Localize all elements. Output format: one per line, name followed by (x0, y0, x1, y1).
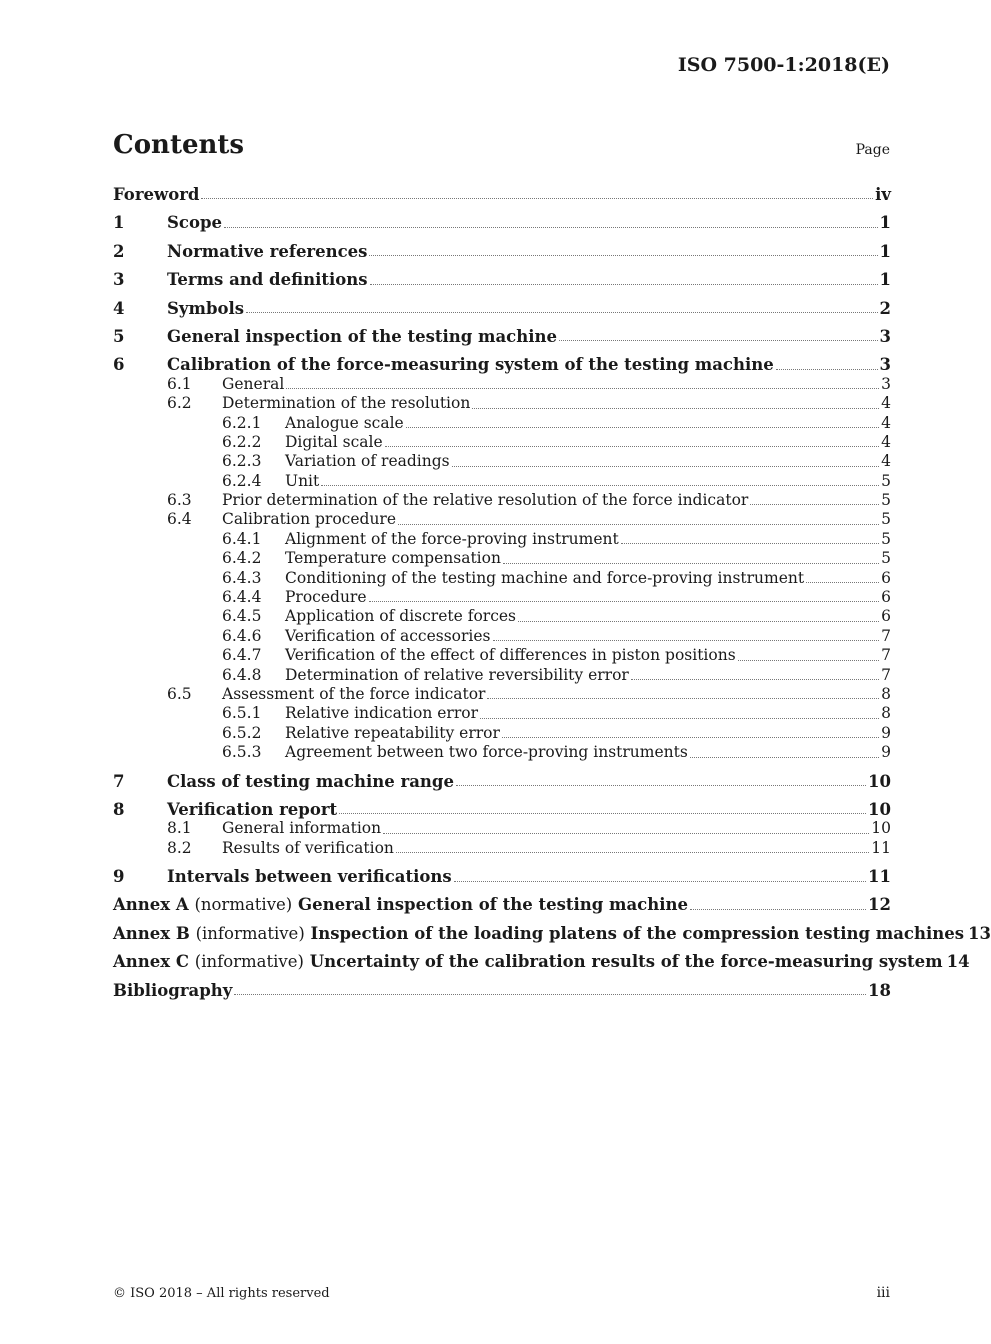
toc-entry-title (113, 952, 943, 971)
footer-page-number: iii (876, 1285, 890, 1301)
document-id: ISO 7500-1:2018(E) (677, 54, 890, 76)
toc-entry-title-line (222, 510, 891, 529)
toc-entry-page: 4 (881, 432, 891, 451)
dot-leader (559, 339, 878, 341)
toc-entry[interactable] (113, 491, 891, 510)
toc-entry-page: 7 (881, 626, 891, 645)
dot-leader (503, 562, 879, 564)
annex-title: General inspection of the testing machine (298, 895, 688, 915)
toc-entry-number: 9 (113, 867, 125, 887)
toc-entry-title-line (285, 607, 891, 626)
toc-entry-title-text: General inspection of the testing machine (167, 326, 557, 346)
toc-entry-title (222, 510, 396, 529)
toc-entry-page: 13 (968, 923, 991, 943)
toc-entry-title-line (285, 704, 891, 723)
toc-entry-title (222, 839, 394, 858)
toc-entry-title (285, 588, 367, 607)
toc-entry-title-line (285, 666, 891, 685)
dot-leader (406, 426, 879, 428)
toc-entry[interactable] (113, 452, 891, 471)
toc-entry-title-text: Assessment of the force indicator (222, 684, 486, 703)
toc-entry-title (222, 394, 470, 413)
dot-leader (369, 254, 877, 256)
dot-leader (286, 387, 879, 389)
toc-entry[interactable] (113, 213, 891, 232)
toc-entry-page: 12 (868, 895, 891, 915)
toc-entry-number: 6.4.8 (222, 665, 262, 684)
toc-entry[interactable] (113, 646, 891, 665)
toc-entry-title (167, 299, 244, 318)
toc-entry[interactable] (113, 299, 891, 318)
toc-entry-title-text: Temperature compensation (285, 549, 501, 568)
toc-entry-page: 7 (881, 665, 891, 684)
toc-entry[interactable] (113, 375, 891, 394)
toc-entry-page: 4 (881, 413, 891, 432)
toc-entry[interactable] (113, 185, 891, 204)
toc-entry-page: 4 (881, 394, 891, 413)
annex-type: (informative) (195, 923, 305, 943)
toc-entry-title (167, 213, 222, 232)
toc-entry-number: 4 (113, 298, 125, 318)
toc-entry-title-line (285, 743, 891, 762)
toc-entry-title (285, 433, 383, 452)
toc-entry-page: 3 (881, 374, 891, 393)
toc-entry[interactable] (113, 588, 891, 607)
dot-leader (339, 812, 866, 814)
toc-entry-title-text: Normative references (167, 241, 368, 261)
toc-entry-number: 3 (113, 270, 125, 290)
toc-entry-title-text: Analogue scale (285, 413, 404, 432)
toc-entry-page: 1 (879, 270, 891, 290)
toc-entry-title-text: Relative repeatability error (285, 723, 500, 742)
toc-entry-page: 9 (881, 723, 891, 742)
toc-entry[interactable] (113, 355, 891, 374)
toc-entry-number: 6 (113, 355, 125, 375)
toc-entry-number: 1 (113, 213, 125, 233)
toc-entry-title-line (285, 627, 891, 646)
annex-title: Uncertainty of the calibration results of the force-measuring system (309, 952, 943, 972)
toc-entry-title (285, 472, 319, 491)
toc-entry-title-line (167, 327, 891, 346)
dot-leader (631, 678, 879, 680)
annex-type: (normative) (194, 895, 293, 915)
toc-entry-title-line (285, 549, 891, 568)
toc-entry-page: 5 (881, 491, 891, 510)
toc-entry[interactable] (113, 819, 891, 838)
toc-entry-page: 5 (881, 471, 891, 490)
toc-entry[interactable] (113, 607, 891, 626)
dot-leader (454, 880, 866, 882)
dot-leader (690, 908, 866, 910)
footer-copyright: © ISO 2018 – All rights reserved (113, 1286, 330, 1301)
toc-entry[interactable] (113, 242, 891, 261)
toc-entry-title-text: Digital scale (285, 432, 383, 451)
toc-entry-page: 1 (879, 213, 891, 233)
dot-leader (383, 832, 869, 834)
toc-entry-page: 9 (881, 743, 891, 762)
toc-entry-title-line (113, 952, 970, 972)
toc-entry-title-text: Intervals between verifications (167, 867, 452, 887)
toc-entry-page: 4 (881, 452, 891, 471)
toc-entry[interactable] (113, 530, 891, 549)
toc-entry-number: 6.2 (167, 394, 192, 413)
dot-leader (750, 503, 879, 505)
toc-entry-page: 10 (871, 819, 891, 838)
toc-entry-title-line (167, 355, 891, 374)
dot-leader (480, 717, 879, 719)
toc-entry-title-text: Verification of accessories (285, 626, 491, 645)
toc-entry-title (285, 414, 404, 433)
toc-entry[interactable] (113, 772, 891, 791)
annex-type: (informative) (194, 952, 304, 972)
toc-entry-page: 14 (946, 952, 970, 972)
toc-entry-title-line (222, 685, 891, 704)
toc-entry-page: 8 (881, 704, 891, 723)
toc-entry-title-line (285, 588, 891, 607)
toc-entry-title-line (285, 569, 891, 588)
toc-entry-page: 18 (868, 980, 891, 1000)
toc-entry-number: 6.4.4 (222, 588, 262, 607)
toc-entry[interactable] (113, 666, 891, 685)
dot-leader (385, 445, 880, 447)
toc-entry-page: 3 (879, 355, 891, 375)
annex-title: Inspection of the loading platens of the compression testing machines (310, 923, 964, 943)
toc-entry[interactable] (113, 549, 891, 568)
toc-entry-title (285, 646, 736, 665)
toc-entry-number: 8 (113, 799, 125, 819)
dot-leader (452, 465, 880, 467)
toc-entry-title (285, 530, 619, 549)
toc-entry-title (285, 607, 516, 626)
toc-entry-title-text: Variation of readings (285, 452, 450, 471)
toc-entry-title-line (222, 394, 891, 413)
toc-entry[interactable] (113, 270, 891, 289)
toc-entry-number: 6.4.3 (222, 568, 262, 587)
toc-entry-title-text: Conditioning of the testing machine and force-proving instrument (285, 568, 805, 587)
toc-entry-title-line (167, 270, 891, 289)
toc-entry-title-line (113, 923, 991, 943)
toc-entry-title (285, 724, 500, 743)
toc-entry-number: 6.2.4 (222, 471, 262, 490)
toc-entry-page: 6 (881, 588, 891, 607)
toc-entry[interactable] (113, 923, 991, 943)
dot-leader (396, 851, 869, 853)
toc-entry-number: 6.5.1 (222, 704, 262, 723)
toc-entry-title-text: Relative indication error (285, 704, 478, 723)
dot-leader (369, 600, 880, 602)
toc-entry-title-text: Foreword (113, 184, 200, 204)
toc-entry-title-line (285, 452, 891, 471)
toc-entry[interactable] (113, 685, 891, 704)
toc-entry-title-line (167, 772, 891, 791)
toc-entry-title (222, 375, 284, 394)
toc-entry-title-text: Unit (285, 471, 320, 490)
toc-entry[interactable] (113, 414, 891, 433)
toc-entry-title-line (222, 819, 891, 838)
toc-entry-title-line (167, 299, 891, 318)
toc-entry-title (113, 895, 688, 914)
toc-entry-title (167, 800, 337, 819)
toc-entry-title (167, 772, 454, 791)
dot-leader (224, 226, 878, 228)
toc-entry-page: 7 (881, 646, 891, 665)
toc-entry-number: 6.4.5 (222, 607, 262, 626)
toc-entry-title (167, 270, 368, 289)
dot-leader (201, 197, 873, 199)
toc-entry-title (167, 355, 774, 374)
toc-entry[interactable] (113, 472, 891, 491)
toc-entry-title (167, 242, 367, 261)
toc-entry[interactable] (113, 704, 891, 723)
toc-entry-title-text: Scope (167, 213, 223, 233)
toc-entry[interactable] (113, 896, 891, 915)
toc-entry-number: 6.4.2 (222, 549, 262, 568)
toc-entry[interactable] (113, 569, 891, 588)
toc-entry-number: 6.4.7 (222, 646, 262, 665)
toc-entry-number: 6.5 (167, 684, 192, 703)
toc-entry[interactable] (113, 800, 891, 819)
toc-entry-title (167, 327, 557, 346)
toc-entry-title-text: Terms and definitions (167, 270, 368, 290)
toc-entry[interactable] (113, 839, 891, 858)
toc-entry-title (285, 704, 478, 723)
toc-entry-title-line (167, 242, 891, 261)
toc-entry-title (285, 569, 804, 588)
toc-entry-page: 6 (881, 607, 891, 626)
annex-label: Annex C (113, 952, 190, 972)
toc-entry-page: 6 (881, 568, 891, 587)
dot-leader (518, 620, 879, 622)
toc-entry-page: 5 (881, 510, 891, 529)
toc-entry-title (285, 743, 688, 762)
toc-entry[interactable] (113, 433, 891, 452)
toc-entry-number: 8.2 (167, 838, 192, 857)
toc-entry-title-line (113, 185, 891, 204)
toc-entry-number: 6.2.3 (222, 452, 262, 471)
toc-entry-title (222, 819, 381, 838)
toc-entry-page: 1 (879, 241, 891, 261)
toc-entry[interactable] (113, 743, 891, 762)
toc-entry-title-line (222, 375, 891, 394)
toc-entry-number: 6.3 (167, 491, 192, 510)
dot-leader (493, 639, 880, 641)
toc-entry[interactable] (113, 724, 891, 743)
toc-entry-title-line (167, 800, 891, 819)
toc-entry-title-line (285, 472, 891, 491)
toc-entry-title-text: Calibration of the force-measuring system of the testing machine (167, 355, 774, 375)
toc-entry-title (285, 627, 491, 646)
dot-leader (806, 581, 879, 583)
toc-entry-page: 3 (879, 326, 891, 346)
toc-entry-number: 2 (113, 241, 125, 261)
toc-entry-page: 2 (879, 298, 891, 318)
toc-entry-title-text: Determination of relative reversibility error (285, 665, 629, 684)
toc-entry[interactable] (113, 327, 891, 346)
dot-leader (234, 993, 866, 995)
dot-leader (456, 784, 866, 786)
annex-label: Annex A (113, 895, 189, 915)
toc-entry-title-text: Agreement between two force-proving instruments (285, 743, 688, 762)
toc-entry-number: 7 (113, 771, 125, 791)
toc-entry-number: 6.4.6 (222, 626, 262, 645)
toc-entry-title-line (222, 491, 891, 510)
toc-entry[interactable] (113, 394, 891, 413)
toc-entry-title-line (285, 646, 891, 665)
toc-entry-title (285, 666, 629, 685)
toc-entry-page: 11 (871, 838, 891, 857)
toc-entry-title-text: Verification report (167, 799, 338, 819)
toc-entry-number: 5 (113, 326, 125, 346)
toc-entry-title-text: Symbols (167, 298, 245, 318)
toc-entry-title-text: Class of testing machine range (167, 771, 454, 791)
toc-entry[interactable] (113, 952, 970, 972)
toc-entry-page: 8 (881, 684, 891, 703)
toc-entry-number: 6.2.2 (222, 432, 262, 451)
dot-leader (398, 523, 879, 525)
dot-leader (502, 736, 879, 738)
toc-entry-number: 6.2.1 (222, 413, 262, 432)
toc-entry-title-text: Alignment of the force-proving instrument (285, 529, 619, 548)
toc-entry-title-text: Procedure (285, 588, 367, 607)
toc-entry[interactable] (113, 867, 891, 886)
toc-entry-number: 6.4 (167, 510, 192, 529)
toc-entry-title-line (285, 414, 891, 433)
toc-entry-page: iv (875, 184, 891, 204)
dot-leader (487, 697, 879, 699)
toc-entry[interactable] (113, 510, 891, 529)
page-column-label: Page (855, 142, 890, 158)
toc-entry-title (285, 549, 501, 568)
dot-leader (472, 407, 879, 409)
toc-entry-page: 5 (881, 529, 891, 548)
dot-leader (621, 542, 879, 544)
toc-entry-title-text: Calibration procedure (222, 510, 397, 529)
toc-entry-title-line (285, 724, 891, 743)
toc-entry-title (113, 185, 199, 204)
toc-entry-title (222, 685, 485, 704)
toc-entry-title-text: Determination of the resolution (222, 394, 471, 413)
toc-entry-title-line (113, 981, 891, 1000)
toc-entry-page: 5 (881, 549, 891, 568)
dot-leader (738, 659, 879, 661)
toc-entry-title (113, 924, 964, 943)
toc-entry-title-line (285, 530, 891, 549)
toc-entry-title-text: Results of verification (222, 838, 394, 857)
toc-entry-number: 6.5.2 (222, 723, 262, 742)
dot-leader (370, 283, 878, 285)
toc-entry-page: 10 (868, 771, 891, 791)
toc-entry-title (222, 491, 748, 510)
toc-entry-number: 6.5.3 (222, 743, 262, 762)
toc-entry-title (167, 867, 452, 886)
toc-entry-title-line (222, 839, 891, 858)
toc-entry-title-text: Application of discrete forces (285, 607, 517, 626)
toc-entry-title (285, 452, 450, 471)
toc-entry-title (113, 981, 232, 1000)
toc-entry-title-text: General information (222, 819, 382, 838)
toc-entry-page: 11 (868, 867, 891, 887)
dot-leader (246, 311, 877, 313)
table-of-contents (113, 184, 991, 1000)
toc-entry-number: 8.1 (167, 819, 192, 838)
toc-entry-title-text: General (222, 374, 285, 393)
toc-entry-title-text: Prior determination of the relative resolution of the force indicator (222, 491, 749, 510)
toc-entry[interactable] (113, 981, 891, 1000)
annex-label: Annex B (113, 923, 190, 943)
dot-leader (776, 368, 878, 370)
dot-leader (321, 484, 879, 486)
toc-entry-title-line (285, 433, 891, 452)
toc-entry-title-line (167, 867, 891, 886)
toc-entry-title-line (113, 895, 891, 914)
toc-entry-title-line (167, 213, 891, 232)
dot-leader (690, 756, 879, 758)
contents-heading: Contents (113, 130, 245, 160)
toc-entry-number: 6.4.1 (222, 529, 262, 548)
toc-entry-number: 6.1 (167, 374, 192, 393)
toc-entry-title-text: Bibliography (113, 980, 233, 1000)
toc-entry-title-text: Verification of the effect of differences in piston positions (285, 646, 736, 665)
toc-entry-page: 10 (868, 799, 891, 819)
toc-entry[interactable] (113, 627, 891, 646)
